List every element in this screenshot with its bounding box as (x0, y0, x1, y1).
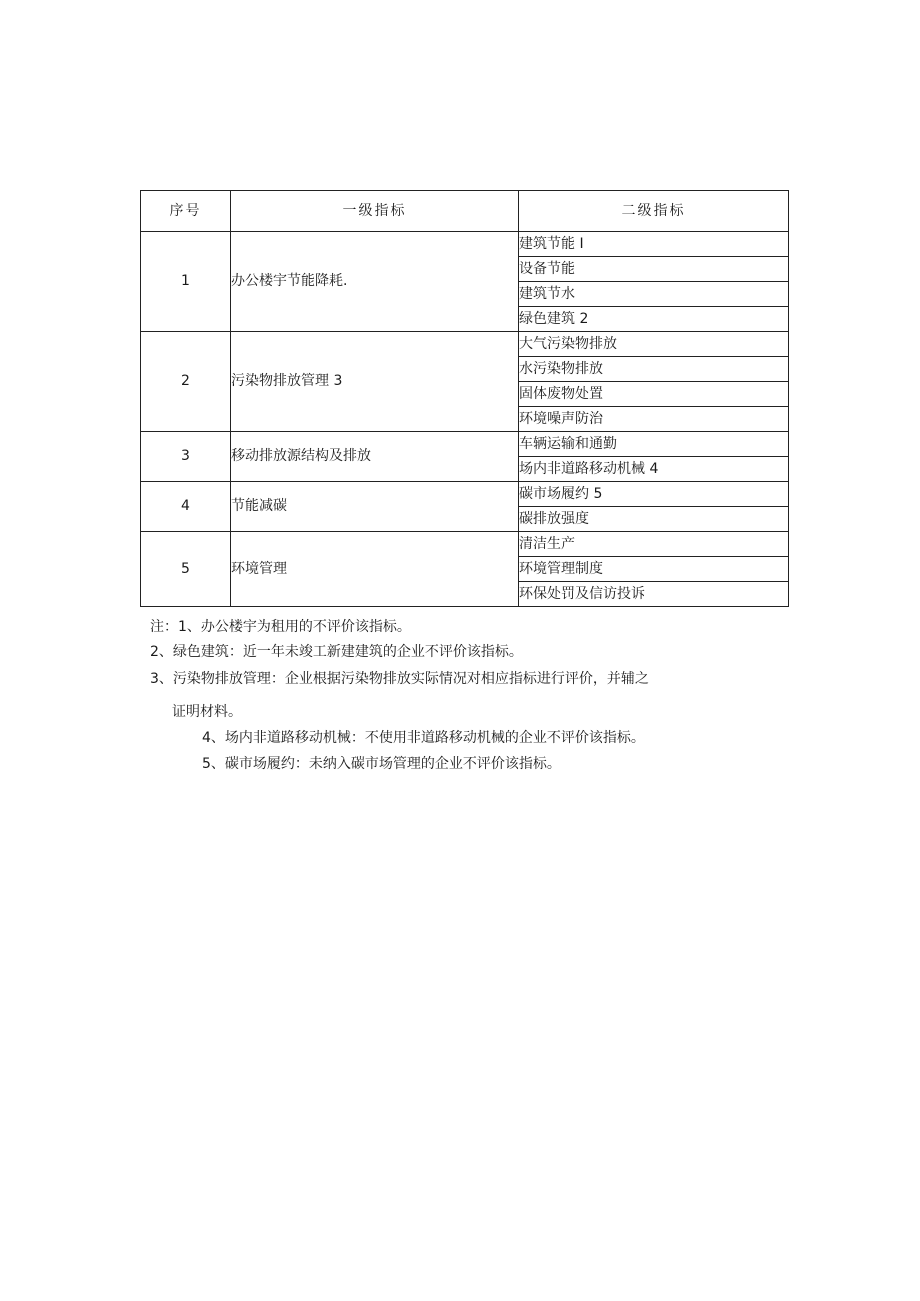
secondary-indicator: 大气污染物排放 (519, 332, 789, 357)
header-secondary-indicator: 二级指标 (519, 191, 789, 232)
secondary-indicator: 建筑节水 (519, 282, 789, 307)
secondary-indicator: 建筑节能 I (519, 232, 789, 257)
note-line-4: 4、场内非道路移动机械：不使用非道路移动机械的企业不评价该指标。 (202, 730, 645, 746)
primary-indicator: 办公楼宇节能降耗. (231, 232, 519, 332)
secondary-indicator: 碳排放强度 (519, 507, 789, 532)
table-row (141, 332, 789, 357)
primary-indicator: 环境管理 (231, 532, 519, 607)
header-serial: 序号 (141, 191, 231, 232)
table-row (141, 432, 789, 457)
header-primary-indicator: 一级指标 (231, 191, 519, 232)
note-line-1: 注：1、办公楼宇为租用的不评价该指标。 (150, 619, 411, 635)
secondary-indicator: 设备节能 (519, 257, 789, 282)
row-number: 1 (141, 232, 231, 332)
row-number: 4 (141, 482, 231, 532)
secondary-indicator: 碳市场履约 5 (519, 482, 789, 507)
indicator-table (140, 190, 789, 607)
table-row (141, 532, 789, 557)
secondary-indicator: 水污染物排放 (519, 357, 789, 382)
secondary-indicator: 环境管理制度 (519, 557, 789, 582)
note-line-5: 5、碳市场履约：未纳入碳市场管理的企业不评价该指标。 (202, 756, 561, 772)
primary-indicator: 节能减碳 (231, 482, 519, 532)
note-line-3: 3、污染物排放管理：企业根据污染物排放实际情况对相应指标进行评价，并辅之 (150, 671, 649, 687)
primary-indicator: 移动排放源结构及排放 (231, 432, 519, 482)
secondary-indicator: 绿色建筑 2 (519, 307, 789, 332)
secondary-indicator: 车辆运输和通勤 (519, 432, 789, 457)
secondary-indicator: 环保处罚及信访投诉 (519, 582, 789, 607)
table-row (141, 482, 789, 507)
secondary-indicator: 场内非道路移动机械 4 (519, 457, 789, 482)
row-number: 3 (141, 432, 231, 482)
secondary-indicator: 固体废物处置 (519, 382, 789, 407)
row-number: 2 (141, 332, 231, 432)
table-row (141, 232, 789, 257)
secondary-indicator: 环境噪声防治 (519, 407, 789, 432)
secondary-indicator: 清洁生产 (519, 532, 789, 557)
table-header-row (141, 191, 789, 232)
note-line-2: 2、绿色建筑：近一年未竣工新建建筑的企业不评价该指标。 (150, 644, 523, 660)
primary-indicator: 污染物排放管理 3 (231, 332, 519, 432)
row-number: 5 (141, 532, 231, 607)
note-line-3-continued: 证明材料。 (172, 704, 242, 720)
